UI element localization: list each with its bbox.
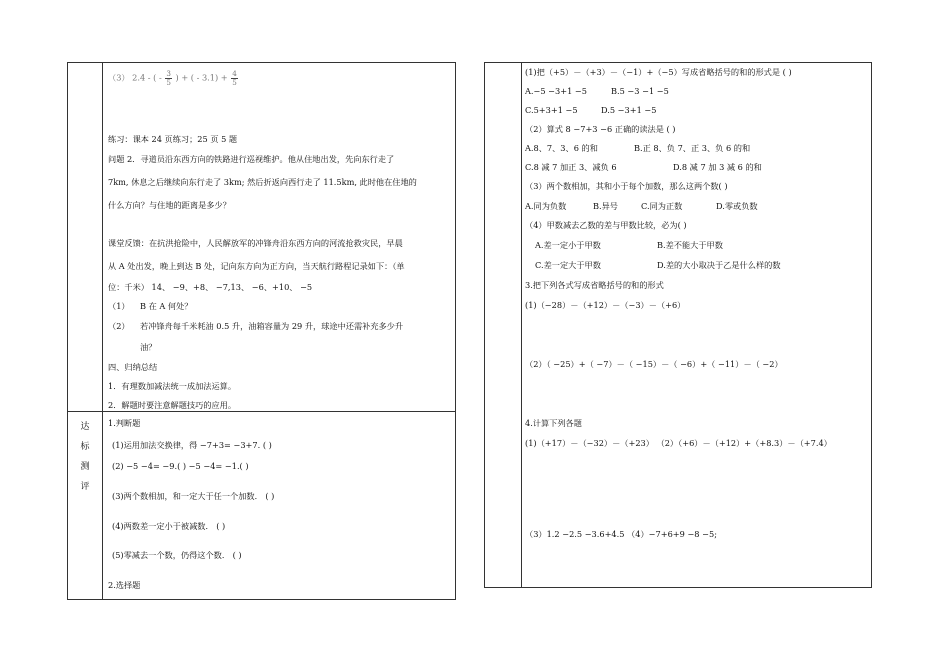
fraction-3-5: $\frac{3}{5}$ (166, 69, 171, 87)
feedback-line-1: 课堂反馈：在抗洪抢险中，人民解放军的冲锋舟沿东西方向的河流抢救灾民，早晨 (108, 238, 403, 248)
judge-item-5: (5)零减去一个数，仍得这个数． ( ) (112, 550, 242, 560)
choice-title: 2.选择题 (108, 580, 141, 590)
side-label-char-2: 标 (80, 442, 90, 452)
feedback-line-3: 位：千米） 14、 −9、+8、 −7,13、 −6、+10、 −5 (108, 282, 313, 292)
choice-3-option-d: D.零或负数 (716, 201, 758, 211)
left-page-table (67, 62, 456, 600)
judge-title: 1.判断题 (108, 418, 141, 428)
choice-2-option-c: C.8 减 7 加正 3、减负 6 (525, 162, 617, 172)
choice-3-option-a: A.同为负数 (525, 201, 567, 211)
exercise-4-title: 4.计算下列各题 (525, 418, 582, 428)
exercise-4-items-3-4: （3）1.2 −2.5 −3.6+4.5 （4）−7+6+9 −8 −5; (525, 529, 717, 539)
choice-1-option-c: C.5+3+1 −5 (525, 105, 578, 115)
feedback-line-2: 从 A 处出发，晚上到达 B 处，记向东方向为正方向，当天航行路程记录如下：（单 (108, 261, 405, 271)
summary-title: 四、归纳总结 (108, 362, 158, 372)
expression-3: （3） 2.4 - ( - $\frac{3}{5}$ ) + ( - 3.1) + $\frac{4}{5}$ (108, 69, 237, 87)
choice-1-question: (1)把（+5）－（+3）－（−1）+（−5）写成省略括号的和的形式是 ( ) (525, 67, 792, 77)
right-page-table (484, 62, 872, 588)
practice-note: 练习：课本 24 页练习；25 页 5 题 (108, 134, 238, 144)
exercise-3-item-1: (1)（−28）－（+12）－（−3）－（+6） (525, 300, 686, 310)
column-divider (521, 63, 522, 587)
summary-item-1: 1．有理数加减法统一成加法运算。 (108, 381, 237, 391)
problem-2-line-2: 7km, 休息之后继续向东行走了 3km; 然后折返向西行走了 11.5km, 此时他在住地的 (108, 177, 417, 187)
column-divider (102, 63, 103, 599)
sub-question-1-number: （1） (108, 301, 130, 311)
choice-2-option-b: B.正 8、负 7、正 3、负 6 的和 (634, 143, 751, 153)
exercise-4-items-1-2: (1)（+17）－（−32）－（+23） （2）（+6）－（+12）+（+8.3）－（+7.4） (525, 438, 832, 448)
judge-item-1: (1)运用加法交换律，得 −7+3= −3+7. ( ) (112, 440, 272, 450)
choice-4-question: （4）甲数减去乙数的差与甲数比较，必为( ) (525, 220, 687, 230)
summary-item-2: 2．解题时要注意解题技巧的应用。 (108, 400, 237, 410)
choice-4-option-a: A.差一定小于甲数 (535, 240, 601, 250)
choice-4-option-c: C.差一定大于甲数 (535, 260, 601, 270)
sub-question-2-line-1: 若冲锋舟每千米耗油 0.5 升，油箱容量为 29 升，球途中还需补充多少升 (140, 321, 404, 331)
choice-4-option-d: D.差的大小取决于乙是什么样的数 (657, 260, 781, 270)
choice-1-option-b: B.5 −3 −1 −5 (611, 86, 669, 96)
problem-2-line-1: 问题 2．寻道员沿东西方向的铁路进行巡视维护。他从住地出发，先向东行走了 (108, 154, 395, 164)
exercise-3-item-2: （2）（ −25）+（ −7）－（ −15）－（ −6）+（ −11）－（ −2） (525, 359, 783, 369)
judge-item-2: (2) −5 −4= −9.( ) −5 −4= −1.( ) (112, 461, 249, 471)
side-label-char-3: 测 (80, 462, 90, 472)
choice-2-question: （2）算式 8 −7+3 −6 正确的读法是 ( ) (525, 124, 676, 134)
judge-item-3: (3)两个数相加，和一定大于任一个加数． ( ) (112, 491, 275, 501)
exercise-3-title: 3.把下列各式写成省略括号的和的形式 (525, 280, 664, 290)
choice-1-option-d: D.5 −3+1 −5 (601, 105, 657, 115)
sub-question-2-number: （2） (108, 321, 130, 331)
choice-4-option-b: B.差不能大于甲数 (657, 240, 723, 250)
sub-question-2-line-2: 油？ (140, 342, 157, 352)
choice-1-option-a: A.−5 −3+1 −5 (525, 86, 587, 96)
choice-3-option-c: C.同为正数 (641, 201, 683, 211)
choice-2-option-a: A.8、7、3、6 的和 (525, 143, 598, 153)
sub-question-1-text: B 在 A 何处？ (140, 301, 193, 311)
choice-2-option-d: D.8 减 7 加 3 减 6 的和 (673, 162, 762, 172)
choice-3-question: （3）两个数相加，其和小于每个加数，那么这两个数( ) (525, 181, 728, 191)
problem-2-line-3: 什么方向？与住地的距离是多少？ (108, 200, 231, 210)
choice-3-option-b: B.异号 (593, 201, 618, 211)
fraction-4-5: $\frac{4}{5}$ (232, 69, 237, 87)
side-label-char-4: 评 (80, 482, 90, 492)
side-label-char-1: 达 (80, 422, 90, 432)
row-divider (68, 411, 455, 412)
judge-item-4: (4)两数差一定小于被减数． ( ) (112, 521, 226, 531)
